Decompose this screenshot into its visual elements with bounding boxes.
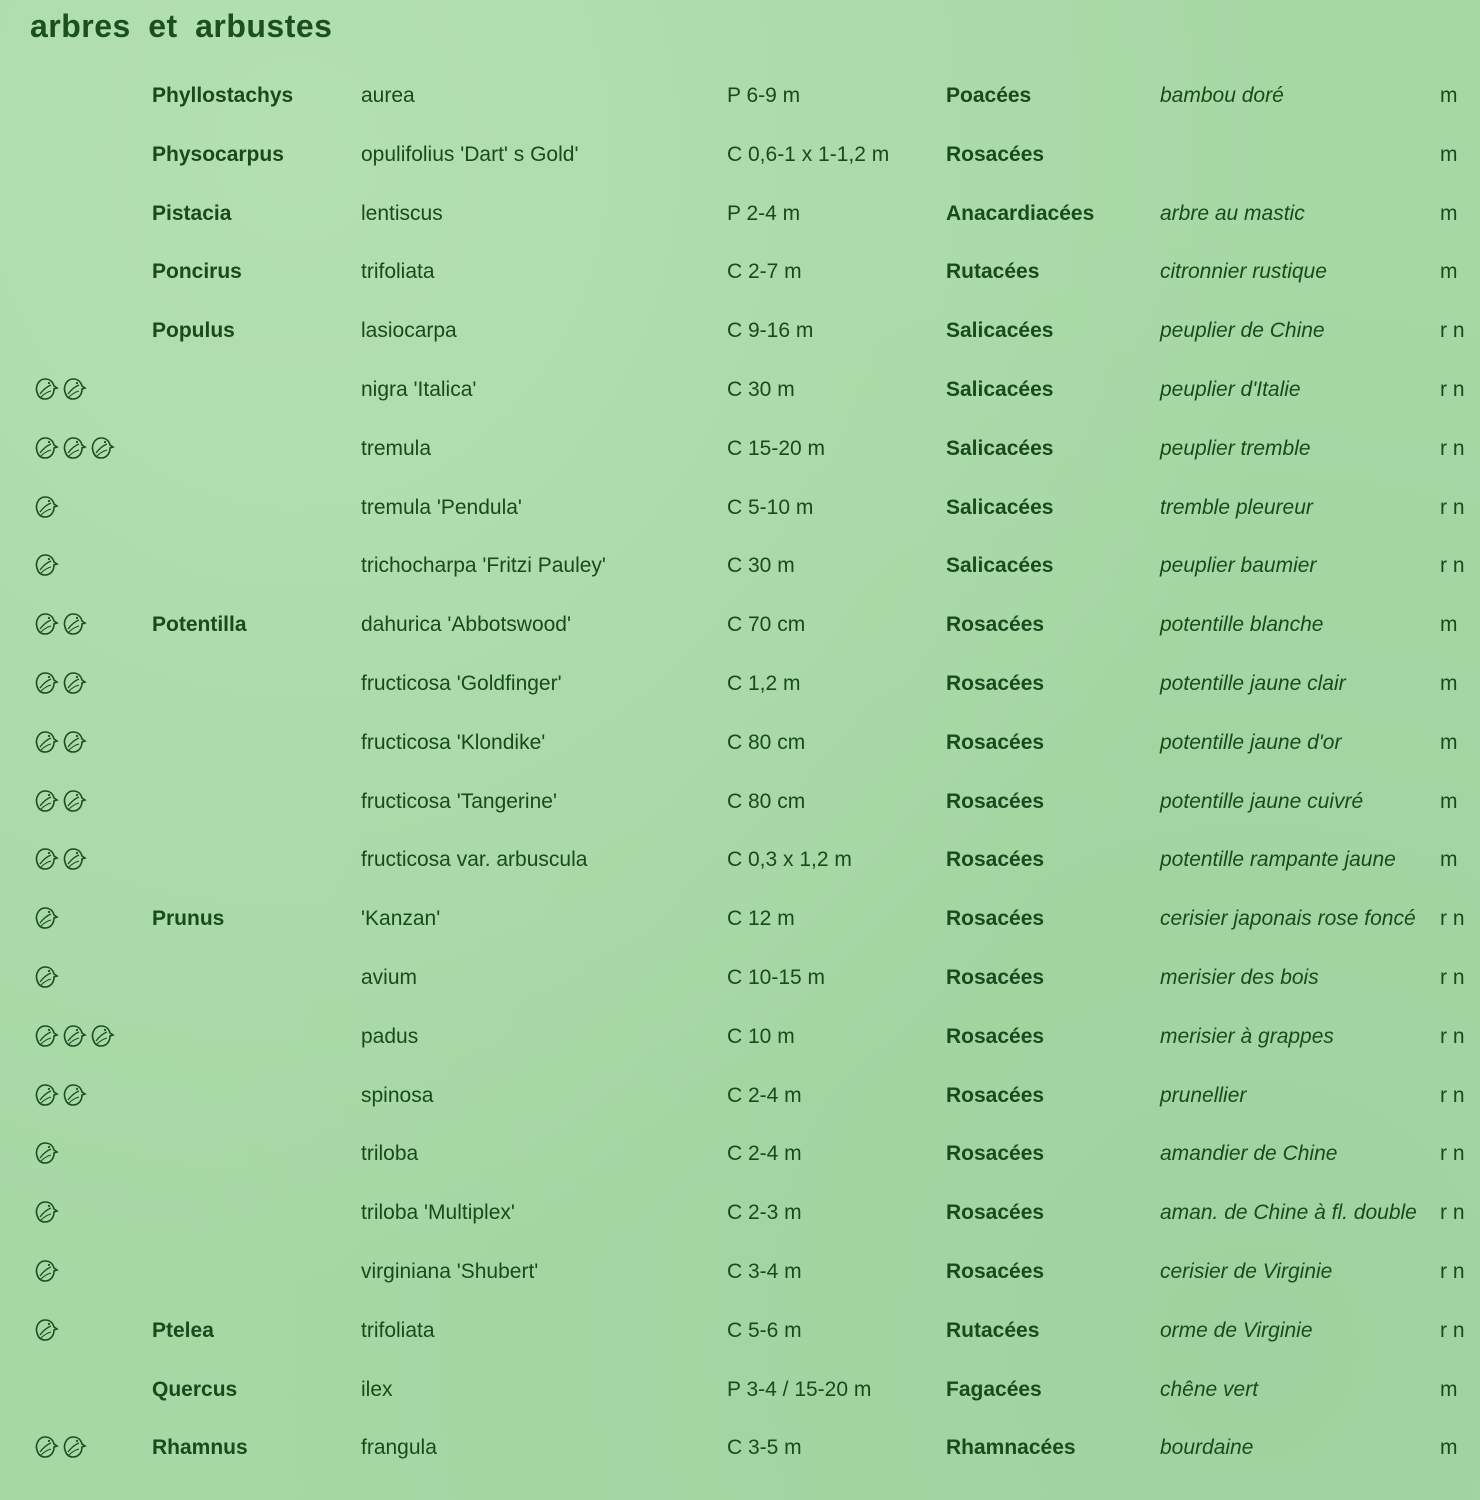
plant-size: C 5-6 m bbox=[727, 1318, 802, 1342]
plant-size: P 6-9 m bbox=[727, 84, 801, 107]
genus-name: Physocarpus bbox=[152, 142, 284, 166]
usage-code: r n bbox=[1440, 907, 1465, 931]
genus-name: Phyllostachys bbox=[152, 84, 294, 107]
wildlife-icons bbox=[32, 1080, 87, 1110]
usage-code: m bbox=[1440, 1436, 1458, 1460]
usage-code: r n bbox=[1440, 1083, 1465, 1107]
plant-size: C 0,3 x 1,2 m bbox=[727, 848, 852, 872]
common-name: peuplier baumier bbox=[1160, 554, 1317, 578]
family-name: Rosacées bbox=[946, 1201, 1045, 1225]
plant-row bbox=[0, 1128, 1480, 1187]
wildlife-icons bbox=[32, 1138, 59, 1168]
family-name: Rosacées bbox=[946, 671, 1045, 695]
plant-row bbox=[0, 188, 1480, 247]
bird-nest-icon bbox=[32, 668, 59, 698]
common-name: orme de Virginie bbox=[1160, 1318, 1313, 1342]
bird-nest-icon bbox=[88, 1021, 115, 1051]
family-name: Fagacées bbox=[946, 1377, 1042, 1401]
common-name: potentille jaune cuivré bbox=[1160, 789, 1364, 813]
plant-row bbox=[0, 70, 1480, 129]
genus-name: Potentilla bbox=[152, 613, 247, 637]
bird-nest-icon bbox=[88, 433, 115, 463]
species-name: fructicosa var. arbuscula bbox=[361, 848, 588, 872]
family-name: Salicacées bbox=[946, 436, 1054, 460]
bird-nest-icon bbox=[32, 786, 59, 816]
plant-row bbox=[0, 1011, 1480, 1070]
family-name: Rosacées bbox=[946, 848, 1045, 872]
usage-code: r n bbox=[1440, 377, 1465, 401]
genus-name: Populus bbox=[152, 319, 235, 343]
species-name: lasiocarpa bbox=[361, 319, 457, 343]
common-name: potentille rampante jaune bbox=[1160, 848, 1396, 872]
plant-row bbox=[0, 246, 1480, 305]
usage-code: m bbox=[1440, 848, 1458, 872]
plant-size: C 0,6-1 x 1-1,2 m bbox=[727, 142, 890, 166]
bird-nest-icon bbox=[32, 1080, 59, 1110]
common-name: potentille blanche bbox=[1160, 613, 1324, 637]
family-name: Rosacées bbox=[946, 965, 1045, 989]
bird-nest-icon bbox=[32, 492, 59, 522]
usage-code: r n bbox=[1440, 1201, 1465, 1225]
family-name: Salicacées bbox=[946, 554, 1054, 578]
plant-size: C 70 cm bbox=[727, 613, 806, 637]
bird-nest-icon bbox=[60, 609, 87, 639]
species-name: frangula bbox=[361, 1436, 437, 1460]
plant-row bbox=[0, 1070, 1480, 1129]
species-name: triloba bbox=[361, 1142, 419, 1166]
plant-row bbox=[0, 776, 1480, 835]
family-name: Salicacées bbox=[946, 319, 1054, 343]
plant-size: C 2-4 m bbox=[727, 1083, 802, 1107]
species-name: lentiscus bbox=[361, 201, 443, 225]
plant-row bbox=[0, 423, 1480, 482]
bird-nest-icon bbox=[32, 1315, 59, 1345]
plant-row bbox=[0, 1187, 1480, 1246]
species-name: avium bbox=[361, 965, 418, 989]
plant-size: C 2-7 m bbox=[727, 260, 802, 284]
species-name: spinosa bbox=[361, 1083, 434, 1107]
wildlife-icons bbox=[32, 903, 59, 933]
common-name: citronnier rustique bbox=[1160, 260, 1327, 284]
family-name: Rutacées bbox=[946, 1318, 1040, 1342]
bird-nest-icon bbox=[60, 786, 87, 816]
plant-row bbox=[0, 364, 1480, 423]
common-name: peuplier de Chine bbox=[1160, 319, 1325, 343]
species-name: trifoliata bbox=[361, 260, 435, 284]
plant-size: C 2-4 m bbox=[727, 1142, 802, 1166]
plant-row bbox=[0, 834, 1480, 893]
family-name: Rhamnacées bbox=[946, 1436, 1076, 1460]
bird-nest-icon bbox=[32, 550, 59, 580]
usage-code: r n bbox=[1440, 319, 1465, 343]
family-name: Rutacées bbox=[946, 260, 1040, 284]
species-name: trichocharpa 'Fritzi Pauley' bbox=[361, 554, 606, 578]
species-name: fructicosa 'Tangerine' bbox=[361, 789, 557, 813]
bird-nest-icon bbox=[32, 609, 59, 639]
plant-size: P 3-4 / 15-20 m bbox=[727, 1377, 872, 1401]
bird-nest-icon bbox=[32, 433, 59, 463]
bird-nest-icon bbox=[60, 727, 87, 757]
usage-code: r n bbox=[1440, 1024, 1465, 1048]
species-name: fructicosa 'Klondike' bbox=[361, 730, 546, 754]
usage-code: m bbox=[1440, 260, 1458, 284]
bird-nest-icon bbox=[32, 1197, 59, 1227]
family-name: Rosacées bbox=[946, 1142, 1045, 1166]
wildlife-icons bbox=[32, 609, 87, 639]
bird-nest-icon bbox=[32, 1432, 59, 1462]
species-name: ilex bbox=[361, 1377, 393, 1401]
species-name: triloba 'Multiplex' bbox=[361, 1201, 515, 1225]
genus-name: Prunus bbox=[152, 907, 225, 931]
family-name: Rosacées bbox=[946, 1259, 1045, 1283]
wildlife-icons bbox=[32, 786, 87, 816]
species-name: aurea bbox=[361, 84, 415, 107]
family-name: Poacées bbox=[946, 84, 1032, 107]
plant-row bbox=[0, 1422, 1480, 1481]
family-name: Rosacées bbox=[946, 1083, 1045, 1107]
plant-row bbox=[0, 482, 1480, 541]
plant-row bbox=[0, 893, 1480, 952]
common-name: amandier de Chine bbox=[1160, 1142, 1338, 1166]
wildlife-icons bbox=[32, 727, 87, 757]
common-name: merisier à grappes bbox=[1160, 1024, 1334, 1048]
genus-name: Poncirus bbox=[152, 260, 242, 284]
usage-code: m bbox=[1440, 671, 1458, 695]
bird-nest-icon bbox=[60, 1080, 87, 1110]
wildlife-icons bbox=[32, 668, 87, 698]
species-name: fructicosa 'Goldfinger' bbox=[361, 671, 562, 695]
wildlife-icons bbox=[32, 1197, 59, 1227]
common-name: tremble pleureur bbox=[1160, 495, 1313, 519]
bird-nest-icon bbox=[60, 433, 87, 463]
species-name: 'Kanzan' bbox=[361, 907, 441, 931]
usage-code: r n bbox=[1440, 1259, 1465, 1283]
species-name: tremula 'Pendula' bbox=[361, 495, 522, 519]
common-name: bourdaine bbox=[1160, 1436, 1254, 1460]
bird-nest-icon bbox=[60, 844, 87, 874]
bird-nest-icon bbox=[32, 962, 59, 992]
genus-name: Ptelea bbox=[152, 1318, 214, 1342]
usage-code: r n bbox=[1440, 436, 1465, 460]
plant-size: C 80 cm bbox=[727, 789, 806, 813]
genus-name: Pistacia bbox=[152, 201, 232, 225]
usage-code: m bbox=[1440, 789, 1458, 813]
plant-row bbox=[0, 540, 1480, 599]
family-name: Salicacées bbox=[946, 495, 1054, 519]
species-name: trifoliata bbox=[361, 1318, 435, 1342]
family-name: Salicacées bbox=[946, 377, 1054, 401]
page-title: arbres et arbustes bbox=[30, 8, 333, 44]
plant-size: C 10 m bbox=[727, 1024, 795, 1048]
family-name: Rosacées bbox=[946, 142, 1045, 166]
bird-nest-icon bbox=[32, 1021, 59, 1051]
usage-code: m bbox=[1440, 84, 1458, 107]
wildlife-icons bbox=[32, 962, 59, 992]
plant-size: C 30 m bbox=[727, 554, 795, 578]
species-name: dahurica 'Abbotswood' bbox=[361, 613, 571, 637]
wildlife-icons bbox=[32, 550, 59, 580]
usage-code: m bbox=[1440, 1377, 1458, 1401]
family-name: Rosacées bbox=[946, 730, 1045, 754]
common-name: merisier des bois bbox=[1160, 965, 1319, 989]
plant-size: C 30 m bbox=[727, 377, 795, 401]
wildlife-icons bbox=[32, 844, 87, 874]
usage-code: m bbox=[1440, 730, 1458, 754]
genus-name: Rhamnus bbox=[152, 1436, 248, 1460]
wildlife-icons bbox=[32, 492, 59, 522]
family-name: Rosacées bbox=[946, 1024, 1045, 1048]
plant-row bbox=[0, 952, 1480, 1011]
plant-list bbox=[0, 70, 1480, 1481]
bird-nest-icon bbox=[32, 1138, 59, 1168]
species-name: opulifolius 'Dart' s Gold' bbox=[361, 142, 579, 166]
plant-row bbox=[0, 599, 1480, 658]
plant-size: C 1,2 m bbox=[727, 671, 801, 695]
plant-size: C 15-20 m bbox=[727, 436, 826, 460]
plant-row bbox=[0, 717, 1480, 776]
species-name: nigra 'Italica' bbox=[361, 377, 477, 401]
usage-code: m bbox=[1440, 613, 1458, 637]
family-name: Rosacées bbox=[946, 613, 1045, 637]
plant-size: C 3-4 m bbox=[727, 1259, 802, 1283]
plant-size: C 12 m bbox=[727, 907, 795, 931]
bird-nest-icon bbox=[32, 1256, 59, 1286]
usage-code: r n bbox=[1440, 554, 1465, 578]
usage-code: r n bbox=[1440, 495, 1465, 519]
family-name: Anacardiacées bbox=[946, 201, 1095, 225]
usage-code: m bbox=[1440, 201, 1458, 225]
plant-row bbox=[0, 1364, 1480, 1423]
wildlife-icons bbox=[32, 1432, 87, 1462]
common-name: peuplier tremble bbox=[1160, 436, 1311, 460]
bird-nest-icon bbox=[32, 844, 59, 874]
family-name: Rosacées bbox=[946, 907, 1045, 931]
bird-nest-icon bbox=[32, 903, 59, 933]
wildlife-icons bbox=[32, 1021, 115, 1051]
wildlife-icons bbox=[32, 1315, 59, 1345]
plant-size: C 2-3 m bbox=[727, 1201, 802, 1225]
plant-size: C 3-5 m bbox=[727, 1436, 802, 1460]
bird-nest-icon bbox=[32, 727, 59, 757]
plant-row bbox=[0, 305, 1480, 364]
common-name: aman. de Chine à fl. double bbox=[1160, 1201, 1417, 1225]
family-name: Rosacées bbox=[946, 789, 1045, 813]
common-name: chêne vert bbox=[1160, 1377, 1259, 1401]
species-name: padus bbox=[361, 1024, 419, 1048]
plant-size: P 2-4 m bbox=[727, 201, 801, 225]
plant-size: C 5-10 m bbox=[727, 495, 814, 519]
wildlife-icons bbox=[32, 1256, 59, 1286]
plant-row bbox=[0, 1305, 1480, 1364]
usage-code: r n bbox=[1440, 1142, 1465, 1166]
common-name: prunellier bbox=[1160, 1083, 1247, 1107]
common-name: potentille jaune d'or bbox=[1160, 730, 1342, 754]
plant-row bbox=[0, 129, 1480, 188]
bird-nest-icon bbox=[60, 1432, 87, 1462]
common-name: cerisier japonais rose foncé bbox=[1160, 907, 1416, 931]
plant-size: C 10-15 m bbox=[727, 965, 826, 989]
plant-row bbox=[0, 1246, 1480, 1305]
plant-size: C 80 cm bbox=[727, 730, 806, 754]
common-name: cerisier de Virginie bbox=[1160, 1259, 1333, 1283]
species-name: virginiana 'Shubert' bbox=[361, 1259, 539, 1283]
usage-code: m bbox=[1440, 142, 1458, 166]
common-name: bambou doré bbox=[1160, 84, 1284, 107]
bird-nest-icon bbox=[60, 1021, 87, 1051]
bird-nest-icon bbox=[60, 374, 87, 404]
species-name: tremula bbox=[361, 436, 432, 460]
bird-nest-icon bbox=[60, 668, 87, 698]
wildlife-icons bbox=[32, 433, 115, 463]
bird-nest-icon bbox=[32, 374, 59, 404]
genus-name: Quercus bbox=[152, 1377, 238, 1401]
common-name: peuplier d'Italie bbox=[1160, 377, 1301, 401]
wildlife-icons bbox=[32, 374, 87, 404]
plant-row bbox=[0, 658, 1480, 717]
common-name: arbre au mastic bbox=[1160, 201, 1305, 225]
common-name: potentille jaune clair bbox=[1160, 671, 1346, 695]
plant-size: C 9-16 m bbox=[727, 319, 814, 343]
usage-code: r n bbox=[1440, 1318, 1465, 1342]
usage-code: r n bbox=[1440, 965, 1465, 989]
